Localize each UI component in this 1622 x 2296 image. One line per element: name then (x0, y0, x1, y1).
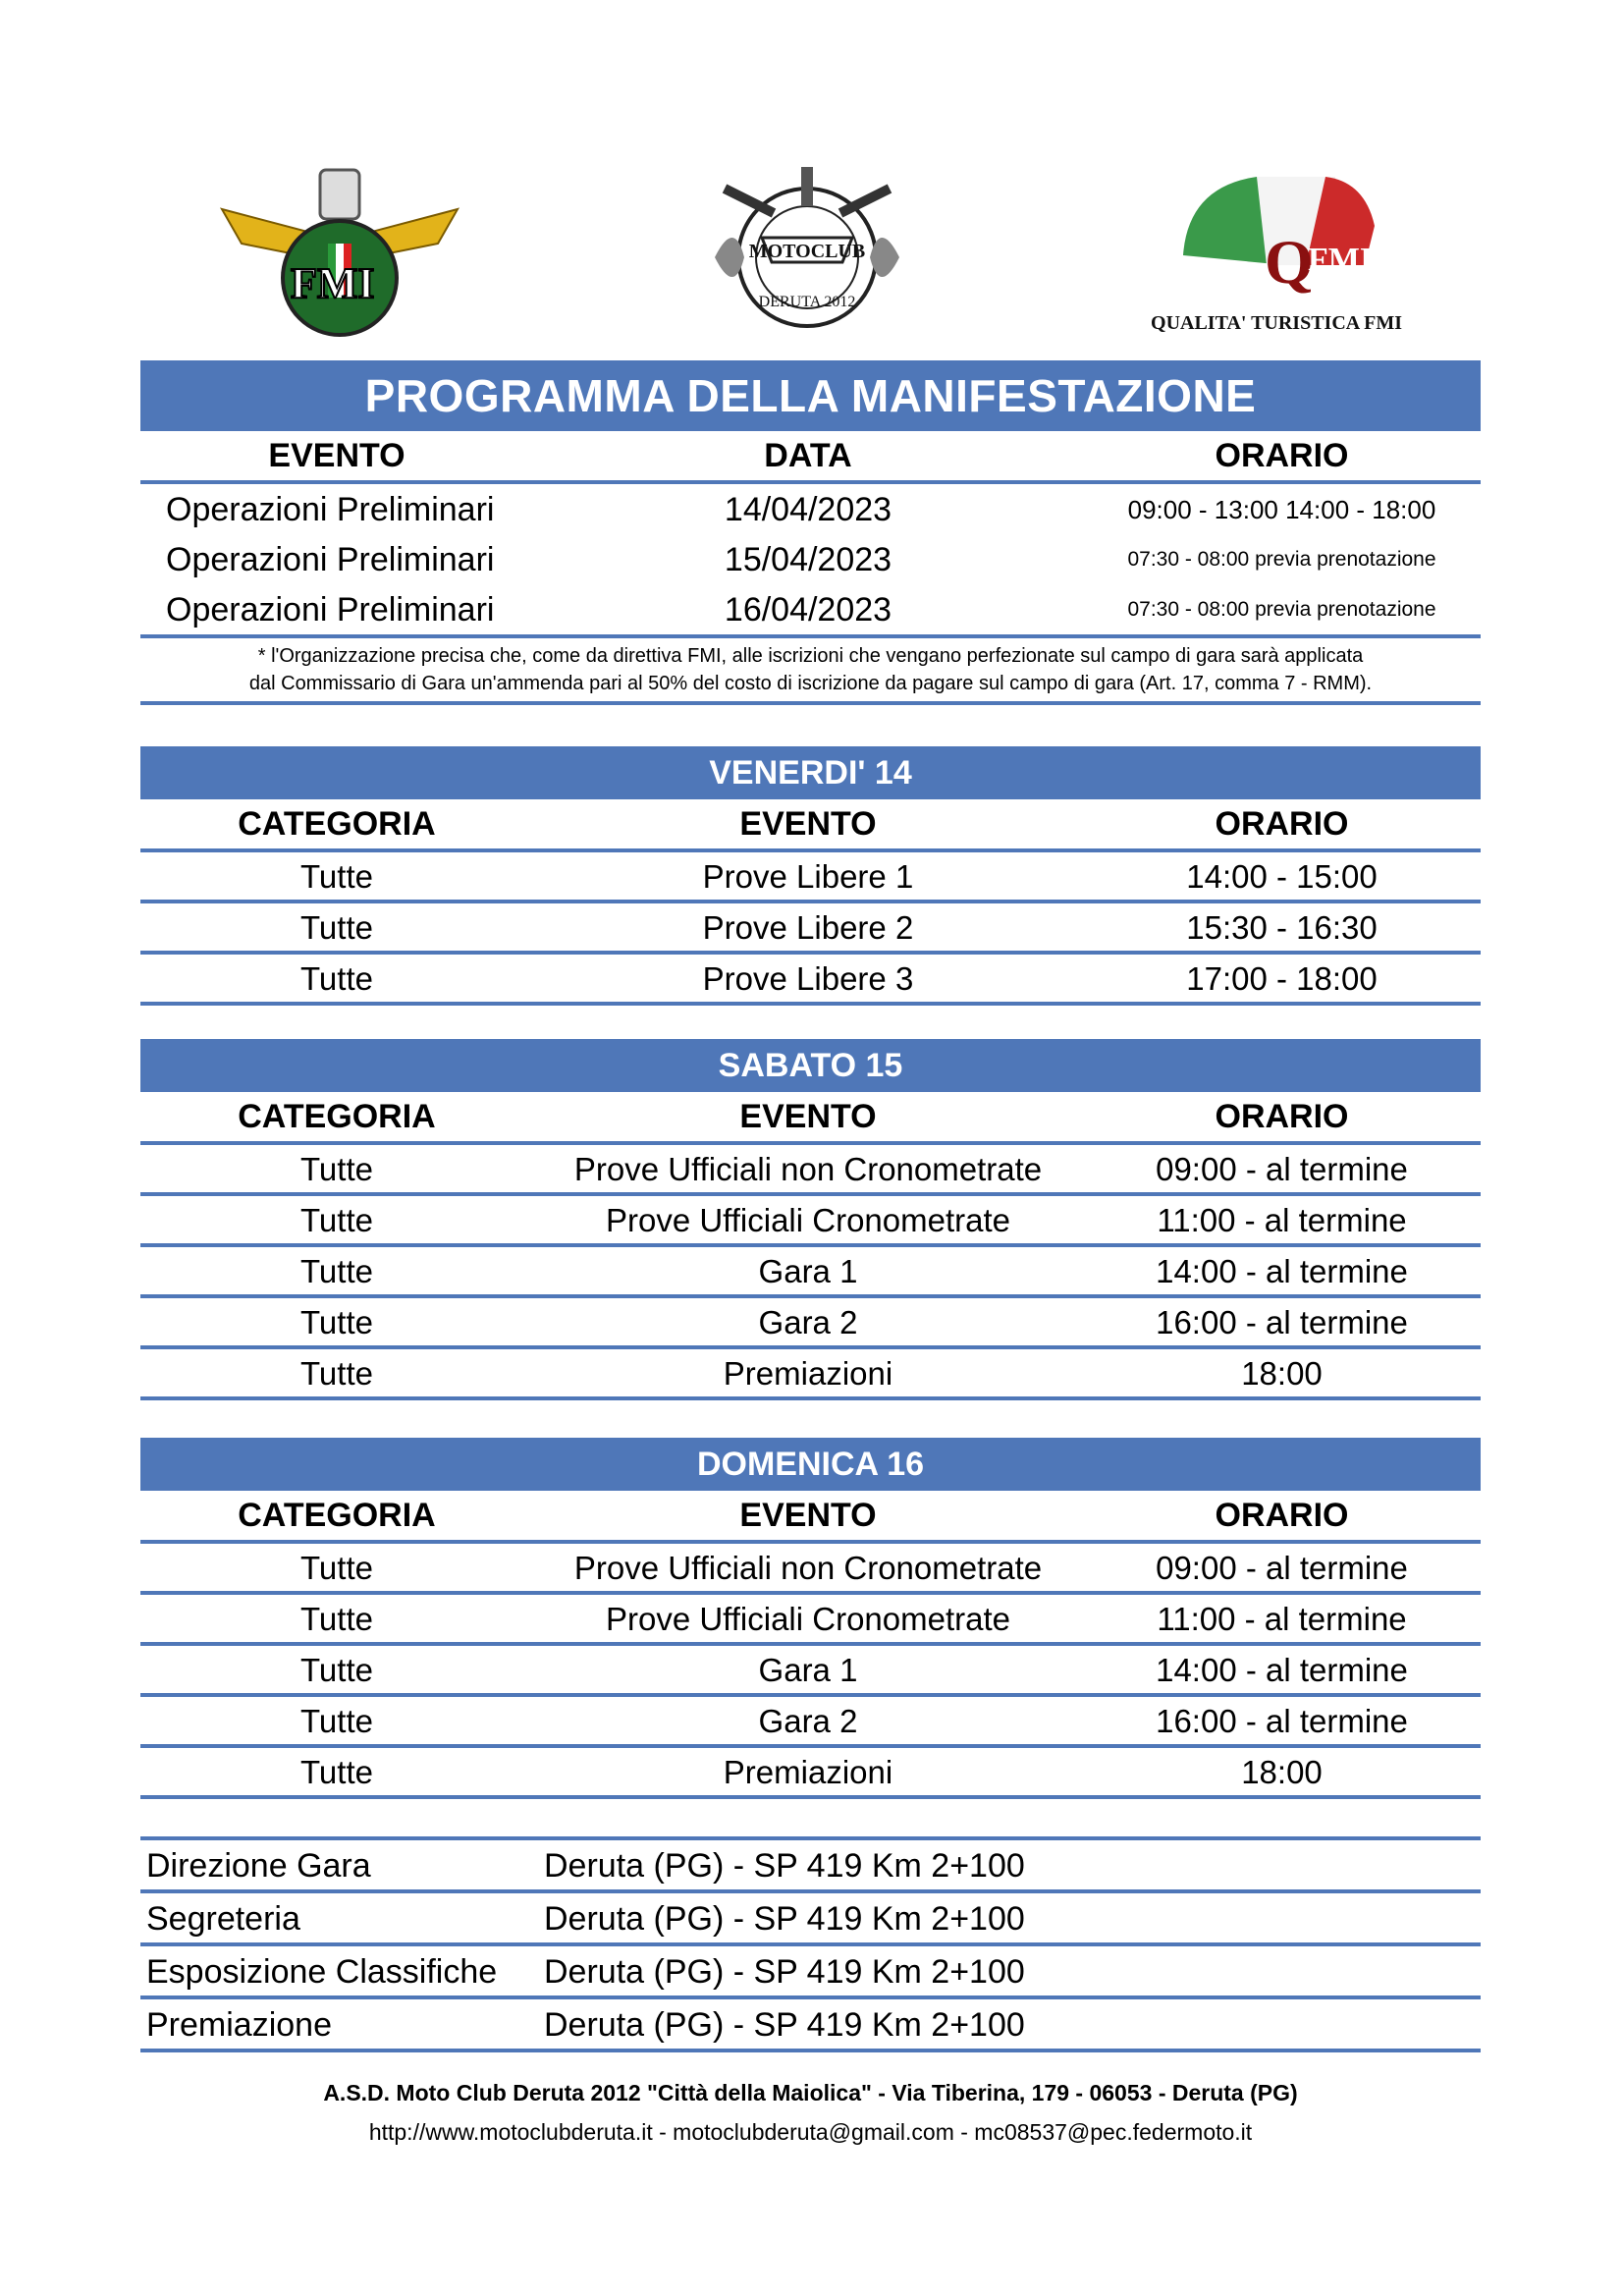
table-row (140, 1697, 1481, 1744)
cell-evento: Prove Ufficiali non Cronometrate (573, 1550, 1043, 1586)
divider (140, 1002, 1481, 1006)
cell-evento: Premiazioni (723, 1355, 893, 1392)
table-row (140, 955, 1481, 1002)
prelim-header-evento: EVENTO (268, 437, 406, 474)
footer-address: A.S.D. Moto Club Deruta 2012 "Città della Maiolica" - Via Tiberina, 179 - 06053 - Deruta (PG) (323, 2080, 1298, 2105)
cell-categoria: Tutte (300, 1202, 373, 1238)
cell-evento: Gara 2 (758, 1304, 858, 1340)
cell-orario: 18:00 (1241, 1754, 1323, 1790)
qualita-turistica-logo (1151, 167, 1402, 342)
prelim-header-data: DATA (764, 437, 852, 474)
table-row (140, 1196, 1481, 1243)
table-row (140, 1748, 1481, 1795)
cell-orario: 11:00 - al termine (1157, 1601, 1407, 1637)
cell-categoria: Tutte (300, 1652, 373, 1688)
q-logo-turismo: Turismo (1186, 259, 1245, 279)
cell-orario: 16:00 - al termine (1156, 1703, 1408, 1739)
info-value: Deruta (PG) - SP 419 Km 2+100 (544, 1900, 1025, 1938)
cell-categoria: Tutte (300, 1550, 373, 1586)
prelim-note (140, 638, 1481, 701)
cell-evento: Gara 1 (758, 1253, 858, 1289)
day-title: VENERDI' 14 (140, 746, 1481, 799)
info-value: Deruta (PG) - SP 419 Km 2+100 (544, 1953, 1025, 1991)
day-title: SABATO 15 (140, 1039, 1481, 1092)
prelim-orario: 07:30 - 08:00 previa prenotazione (1127, 548, 1436, 571)
header-categoria: CATEGORIA (238, 1497, 436, 1534)
info-label: Premiazione (146, 2006, 332, 2044)
cell-evento: Gara 2 (758, 1703, 858, 1739)
cell-evento: Premiazioni (723, 1754, 893, 1790)
cell-categoria: Tutte (300, 909, 373, 946)
cell-evento: Prove Ufficiali Cronometrate (605, 1601, 1011, 1637)
table-row (140, 1145, 1481, 1192)
q-logo-fmi: FMI (1308, 242, 1374, 278)
prelim-evento: Operazioni Preliminari (166, 491, 495, 528)
cell-evento: Prove Ufficiali non Cronometrate (573, 1151, 1043, 1187)
info-label: Direzione Gara (146, 1847, 371, 1885)
q-logo-letter: Q (1265, 227, 1314, 297)
header-evento: EVENTO (739, 805, 877, 843)
prelim-evento: Operazioni Preliminari (166, 541, 495, 578)
cell-evento: Prove Libere 3 (702, 960, 914, 997)
table-row (140, 1247, 1481, 1294)
cell-evento: Prove Ufficiali Cronometrate (605, 1202, 1011, 1238)
cell-evento: Gara 1 (758, 1652, 858, 1688)
divider (140, 1396, 1481, 1400)
prelim-header-orario: ORARIO (1215, 437, 1349, 474)
q-logo-caption: QUALITA' TURISTICA FMI (1151, 312, 1402, 334)
table-row (140, 584, 1481, 634)
prelim-orario: 07:30 - 08:00 previa prenotazione (1127, 598, 1436, 621)
motoclub-logo-city: DERUTA 2012 (758, 294, 856, 310)
cell-categoria: Tutte (300, 1304, 373, 1340)
cell-categoria: Tutte (300, 858, 373, 895)
cell-orario: 17:00 - 18:00 (1186, 960, 1378, 997)
cell-orario: 14:00 - 15:00 (1186, 858, 1378, 895)
table-row (140, 484, 1481, 534)
cell-evento: Prove Libere 2 (702, 909, 914, 946)
info-label: Esposizione Classifiche (146, 1953, 498, 1991)
table-row (140, 852, 1481, 900)
header-evento: EVENTO (739, 1098, 877, 1135)
table-row (140, 1595, 1481, 1642)
cell-orario: 15:30 - 16:30 (1186, 909, 1378, 946)
header-orario: ORARIO (1215, 1098, 1349, 1135)
prelim-evento: Operazioni Preliminari (166, 591, 495, 629)
fmi-logo-text: FMI (291, 259, 375, 307)
day-header (140, 1491, 1481, 1540)
cell-categoria: Tutte (300, 1253, 373, 1289)
day-title: DOMENICA 16 (140, 1438, 1481, 1491)
cell-orario: 14:00 - al termine (1156, 1253, 1408, 1289)
cell-orario: 09:00 - al termine (1156, 1151, 1408, 1187)
info-value: Deruta (PG) - SP 419 Km 2+100 (544, 1847, 1025, 1885)
header-orario: ORARIO (1215, 805, 1349, 843)
table-row (140, 1298, 1481, 1345)
prelim-note-line1: * l'Organizzazione precisa che, come da direttiva FMI, alle iscrizioni che vengano perfezionate sul campo di gara sarà applicata (257, 645, 1364, 667)
header-evento: EVENTO (739, 1497, 877, 1534)
cell-categoria: Tutte (300, 1151, 373, 1187)
day-friday (140, 746, 1481, 1006)
divider (140, 1795, 1481, 1799)
cell-categoria: Tutte (300, 960, 373, 997)
day-saturday (140, 1039, 1481, 1400)
header-categoria: CATEGORIA (238, 805, 436, 843)
table-row (140, 1646, 1481, 1693)
prelim-header (140, 431, 1481, 480)
info-value: Deruta (PG) - SP 419 Km 2+100 (544, 2006, 1025, 2044)
page-title: PROGRAMMA DELLA MANIFESTAZIONE (140, 360, 1481, 431)
info-label: Segreteria (146, 1900, 300, 1938)
info-row (140, 1999, 1481, 2049)
footer-contacts[interactable]: http://www.motoclubderuta.it - motoclubderuta@gmail.com - mc08537@pec.federmoto.it (368, 2119, 1253, 2145)
info-row (140, 1946, 1481, 1995)
table-row (140, 1544, 1481, 1591)
prelim-orario: 09:00 - 13:00 14:00 - 18:00 (1127, 495, 1436, 524)
cell-categoria: Tutte (300, 1703, 373, 1739)
prelim-data: 16/04/2023 (724, 591, 892, 629)
info-row (140, 1893, 1481, 1942)
divider (140, 701, 1481, 705)
motoclub-logo (705, 159, 909, 346)
cell-categoria: Tutte (300, 1601, 373, 1637)
header-categoria: CATEGORIA (238, 1098, 436, 1135)
cell-orario: 14:00 - al termine (1156, 1652, 1408, 1688)
day-header (140, 1092, 1481, 1141)
day-header (140, 799, 1481, 848)
cell-orario: 09:00 - al termine (1156, 1550, 1408, 1586)
table-row (140, 1349, 1481, 1396)
prelim-note-line2: dal Commissario di Gara un'ammenda pari al 50% del costo di iscrizione da pagare sul campo di gara (Art. 17, comma 7 - RMM). (248, 673, 1373, 694)
cell-categoria: Tutte (300, 1754, 373, 1790)
cell-orario: 18:00 (1241, 1355, 1323, 1392)
fmi-logo (222, 165, 458, 342)
info-row (140, 1840, 1481, 1889)
prelim-data: 14/04/2023 (724, 491, 892, 528)
prelim-table (140, 431, 1481, 705)
cell-orario: 11:00 - al termine (1157, 1202, 1407, 1238)
prelim-data: 15/04/2023 (724, 541, 892, 578)
divider (140, 2049, 1481, 2052)
cell-evento: Prove Libere 1 (702, 858, 914, 895)
motoclub-logo-text: MOTOCLUB (748, 241, 866, 262)
day-sunday (140, 1438, 1481, 1799)
cell-categoria: Tutte (300, 1355, 373, 1392)
table-row (140, 534, 1481, 584)
header-orario: ORARIO (1215, 1497, 1349, 1534)
table-row (140, 903, 1481, 951)
info-table (140, 1836, 1481, 2052)
cell-orario: 16:00 - al termine (1156, 1304, 1408, 1340)
